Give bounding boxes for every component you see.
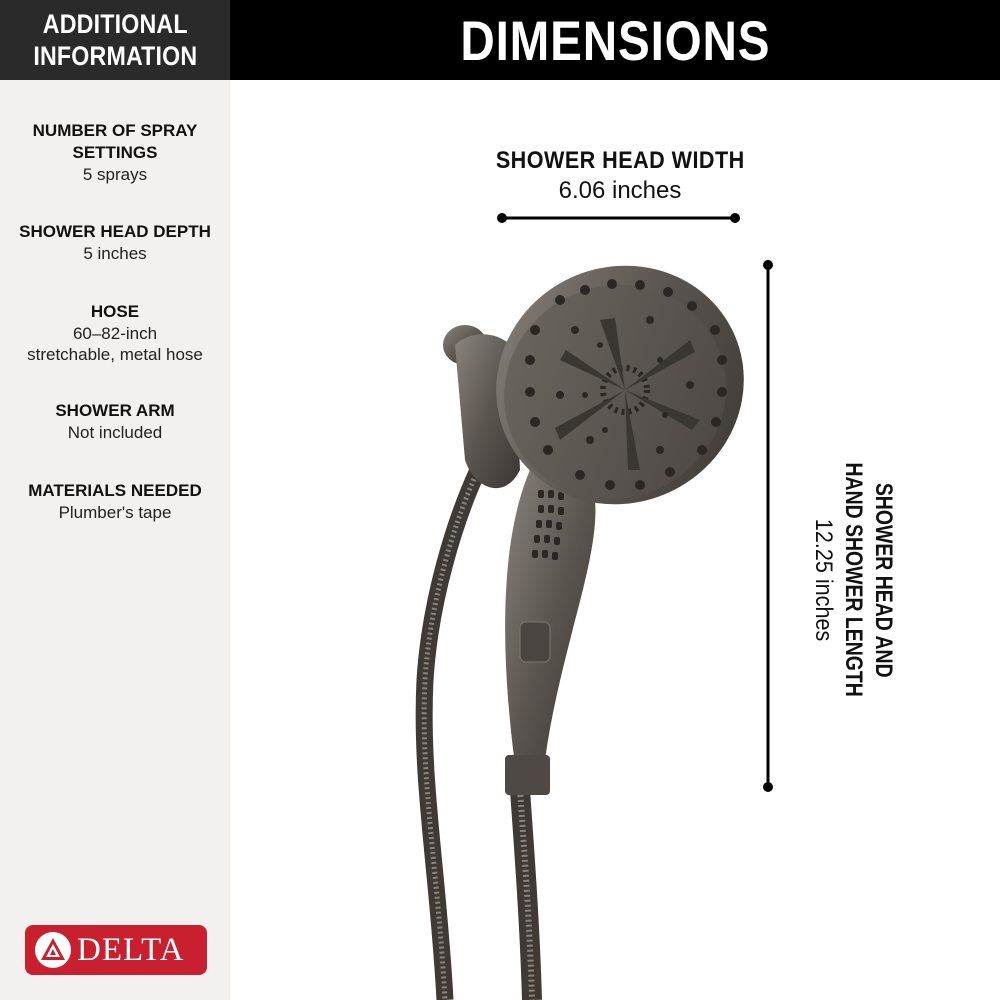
- sidebar-title-line2: INFORMATION: [33, 41, 197, 71]
- spec-value: 60–82-inch: [72, 324, 158, 343]
- spec-value: stretchable, metal hose: [27, 345, 203, 364]
- length-label-line1-text: SHOWER HEAD AND: [870, 482, 897, 678]
- spec-label: MATERIALS NEEDED: [28, 481, 202, 500]
- length-annotation: [788, 405, 898, 755]
- width-label-text: SHOWER HEAD WIDTH: [495, 147, 745, 174]
- length-value: 12.25 inches: [810, 518, 837, 642]
- spec-label: NUMBER OF SPRAY: [32, 121, 198, 140]
- logo-text: DELTA: [77, 931, 185, 968]
- width-annotation: [470, 147, 770, 207]
- page-title-text: DIMENSIONS: [459, 8, 770, 72]
- hose-nut: [505, 755, 550, 795]
- spec-value: Not included: [67, 423, 163, 442]
- length-label-line2: [838, 450, 868, 710]
- length-label-line2-text: HAND SHOWER LENGTH: [840, 462, 867, 698]
- width-dimension-line: [497, 213, 740, 223]
- spec-value: 5 sprays: [82, 165, 148, 184]
- sidebar-title-line1: ADDITIONAL: [42, 9, 188, 39]
- length-label-line1: [868, 472, 898, 688]
- spec-label: SHOWER ARM: [55, 401, 175, 420]
- spec-label: HOSE: [90, 302, 140, 321]
- spec-label: SHOWER HEAD DEPTH: [19, 222, 211, 241]
- length-dimension-line: [763, 260, 773, 792]
- spec-value: 5 inches: [83, 244, 147, 263]
- hose-loop: [424, 470, 478, 1000]
- width-value: 6.06 inches: [558, 177, 682, 204]
- spec-label: SETTINGS: [72, 143, 158, 162]
- pause-button: [520, 622, 550, 662]
- width-label: [470, 147, 770, 175]
- spec-value: Plumber's tape: [58, 503, 172, 522]
